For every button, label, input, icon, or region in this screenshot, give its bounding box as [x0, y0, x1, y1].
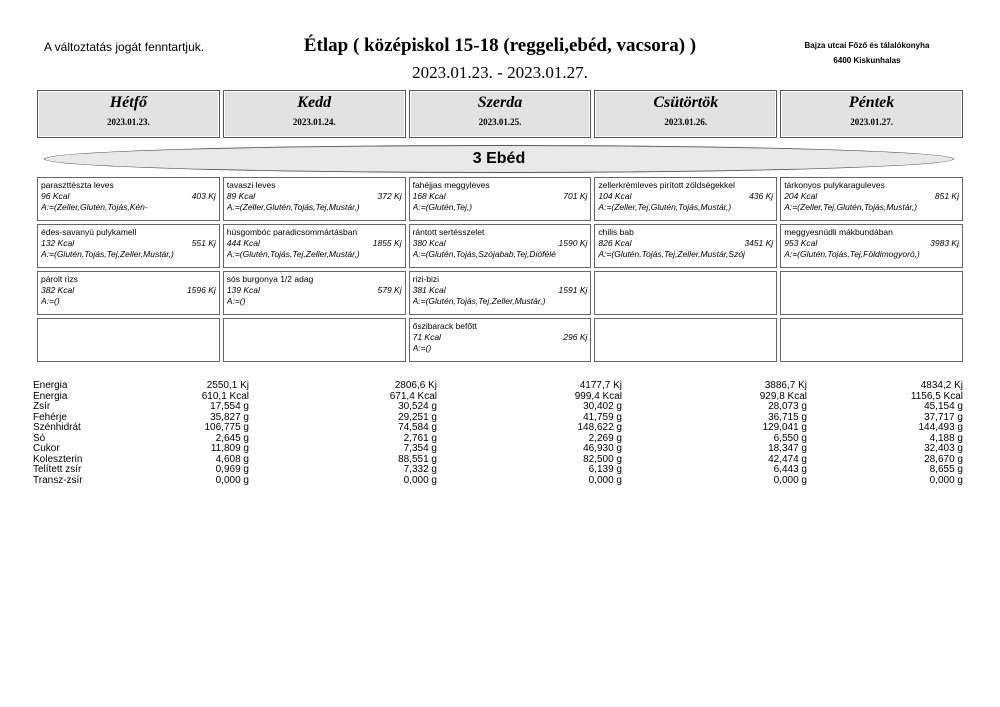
nutrition-row — [33, 413, 963, 424]
dish-name: rántott sertésszelet — [412, 227, 485, 237]
nutrient-value: 671,4 Kcal — [389, 390, 437, 402]
date-range: 2023.01.23. - 2023.01.27. — [412, 63, 588, 82]
dish-name: párolt rizs — [41, 274, 78, 284]
nutrient-value: 37,717 g — [924, 411, 963, 423]
energy-row — [227, 238, 402, 249]
kj-value: 403 Kj — [191, 191, 216, 201]
kj-value: 372 Kj — [377, 191, 402, 201]
nutrient-value: 0,000 g — [929, 474, 963, 486]
nutrient-value: 30,402 g — [583, 401, 622, 412]
menu-cell — [409, 224, 592, 268]
dish-name: chilis bab — [598, 227, 634, 237]
nutrient-value: 148,622 g — [577, 422, 622, 433]
allergen-list: A:=(Glutén,Tej,) — [412, 202, 473, 212]
kitchen-info — [772, 38, 962, 68]
dish-name: tavaszi leves — [226, 180, 276, 190]
menu-cell — [594, 224, 777, 268]
nutrient-label: Koleszterin — [33, 453, 83, 465]
day-name: Hétfő — [109, 94, 148, 111]
nutrient-value: 42,474 g — [768, 453, 807, 465]
allergen-list: A:=(Glutén,Tojás,Szójabab,Tej,Diófélé — [412, 249, 556, 259]
menu-cell — [37, 318, 220, 362]
nutrition-row — [33, 392, 963, 403]
nutrient-value: 2806,6 Kj — [394, 380, 437, 391]
energy-row — [227, 191, 402, 202]
kcal-value: 380 Kcal — [412, 238, 446, 248]
nutrient-value: 999,4 Kcal — [574, 390, 622, 402]
dish-name: tárkonyos pulykaraguleves — [784, 180, 885, 190]
allergen-list: A:=(Glutén,Tojás,Tej,Zeller,Mustár,) — [226, 249, 360, 259]
kcal-value: 444 Kcal — [226, 238, 260, 248]
day-header-tuesday — [223, 90, 406, 138]
nutrient-label: Fehérje — [33, 411, 67, 423]
nutrient-value: 30,524 g — [398, 401, 437, 412]
nutrient-value: 6,550 g — [773, 432, 807, 444]
menu-cell — [594, 271, 777, 315]
allergen-list: A:=(Glutén,Tojás,Tej,Zeller,Mustár,Szój — [598, 249, 745, 259]
day-header-friday — [780, 90, 963, 138]
nutrition-row — [33, 444, 963, 455]
nutrient-value: 4834,2 Kj — [920, 380, 963, 391]
kcal-value: 381 Kcal — [412, 285, 446, 295]
day-header-row — [37, 90, 963, 138]
nutrient-value: 2,269 g — [588, 432, 622, 444]
menu-grid — [37, 177, 963, 362]
menu-cell — [223, 177, 406, 221]
nutrient-value: 28,670 g — [924, 453, 963, 465]
nutrient-label: Energia — [33, 390, 68, 402]
day-name: Péntek — [848, 94, 895, 111]
energy-row — [598, 191, 773, 202]
nutrient-value: 0,000 g — [588, 474, 622, 486]
nutrient-value: 4,608 g — [215, 453, 249, 465]
nutrient-value: 4177,7 Kj — [579, 380, 622, 391]
allergen-list: A:=(Zeller,Glutén,Tojás,Kén- — [41, 202, 148, 212]
nutrient-value: 106,775 g — [204, 422, 249, 433]
day-date: 2023.01.26. — [664, 117, 708, 127]
menu-cell — [37, 177, 220, 221]
nutrient-value: 46,930 g — [583, 443, 622, 454]
allergen-list: A:=(Glutén,Tojás,Tej,Zeller,Mustár,) — [41, 249, 174, 259]
menu-cell — [223, 318, 406, 362]
allergen-list: A:=(Zeller,Tej,Glutén,Tojás,Mustár,) — [598, 202, 732, 212]
energy-row — [413, 332, 588, 343]
nutrient-value: 144,493 g — [918, 422, 963, 433]
day-date: 2023.01.25. — [478, 117, 522, 127]
nutrient-label: Zsír — [33, 401, 51, 412]
nutrition-row — [33, 402, 963, 413]
allergen-list: A:=() — [41, 296, 60, 306]
kj-value: 1855 Kj — [372, 238, 402, 248]
kcal-value: 826 Kcal — [598, 238, 632, 248]
kcal-value: 104 Kcal — [598, 191, 632, 201]
nutrient-value: 82,500 g — [583, 453, 622, 465]
kcal-value: 204 Kcal — [784, 191, 818, 201]
nutrient-label: Szénhidrát — [33, 422, 81, 433]
nutrition-row — [33, 423, 963, 434]
dish-name: őszibarack befőtt — [412, 321, 477, 331]
kcal-value: 132 Kcal — [41, 238, 75, 248]
menu-cell — [780, 318, 963, 362]
kitchen-address: 6400 Kiskunhalas — [833, 56, 901, 65]
kcal-value: 89 Kcal — [226, 191, 256, 201]
kcal-value: 382 Kcal — [41, 285, 75, 295]
nutrient-value: 74,584 g — [398, 422, 437, 433]
menu-cell — [594, 177, 777, 221]
day-date: 2023.01.24. — [292, 117, 336, 127]
day-date: 2023.01.27. — [850, 117, 893, 127]
energy-row — [413, 191, 588, 202]
energy-row — [784, 191, 959, 202]
allergen-list: A:=(Zeller,Glutén,Tojás,Tej,Mustár,) — [226, 202, 360, 212]
menu-cell — [223, 271, 406, 315]
day-header-wednesday — [409, 90, 592, 138]
nutrition-row — [33, 476, 963, 487]
nutrient-value: 0,000 g — [773, 474, 807, 486]
nutrition-row — [33, 434, 963, 445]
kcal-value: 139 Kcal — [226, 285, 260, 295]
nutrient-value: 2,645 g — [215, 432, 249, 444]
day-name: Csütörtök — [653, 94, 719, 111]
kj-value: 1591 Kj — [558, 285, 588, 295]
nutrient-label: Só — [33, 432, 46, 444]
page-title: Étlap ( középiskol 15-18 (reggeli,ebéd, vacsora) ) — [303, 35, 697, 56]
nutrient-value: 28,073 g — [768, 401, 807, 412]
menu-cell — [409, 271, 592, 315]
kj-value: 3451 Kj — [744, 238, 774, 248]
kj-value: 436 Kj — [749, 191, 774, 201]
allergen-list: A:=(Glutén,Tojás,Tej,Földimogyoró,) — [784, 249, 920, 259]
nutrient-value: 32,403 g — [924, 443, 963, 454]
dish-name: húsgombóc paradicsommártásban — [226, 227, 358, 237]
kj-value: 579 Kj — [377, 285, 402, 295]
menu-cell — [780, 271, 963, 315]
energy-row — [41, 191, 216, 202]
nutrient-value: 2550,1 Kj — [206, 380, 249, 391]
nutrient-value: 88,551 g — [398, 453, 437, 465]
menu-cell — [780, 224, 963, 268]
kcal-value: 96 Kcal — [41, 191, 70, 201]
kcal-value: 71 Kcal — [412, 332, 441, 342]
nutrient-value: 6,443 g — [773, 464, 807, 475]
energy-row — [413, 285, 588, 296]
nutrition-row — [33, 465, 963, 476]
kcal-value: 168 Kcal — [412, 191, 446, 201]
nutrient-value: 610,1 Kcal — [201, 390, 249, 402]
nutrient-value: 18,347 g — [768, 443, 807, 454]
menu-cell — [594, 318, 777, 362]
menu-cell — [223, 224, 406, 268]
nutrient-value: 41,759 g — [583, 411, 622, 423]
menu-cell — [37, 271, 220, 315]
nutrient-value: 929,8 Kcal — [759, 390, 807, 402]
kj-value: 551 Kj — [191, 238, 216, 248]
day-name: Kedd — [297, 94, 332, 111]
day-date: 2023.01.23. — [107, 117, 150, 127]
menu-cell — [780, 177, 963, 221]
menu-cell — [409, 177, 592, 221]
kj-value: 851 Kj — [934, 191, 959, 201]
nutrient-value: 11,809 g — [210, 443, 249, 454]
nutrient-value: 129,041 g — [762, 422, 807, 433]
nutrient-value: 0,969 g — [215, 464, 249, 475]
energy-row — [784, 238, 959, 249]
nutrient-value: 7,332 g — [403, 464, 437, 475]
energy-row — [41, 285, 216, 296]
nutrient-value: 1156,5 Kcal — [910, 390, 963, 402]
kj-value: 701 Kj — [563, 191, 588, 201]
nutrient-value: 29,251 g — [398, 411, 437, 423]
menu-cell — [409, 318, 592, 362]
energy-row — [598, 238, 773, 249]
dish-name: fahéjjas meggyleves — [412, 180, 490, 190]
kj-value: 296 Kj — [563, 332, 588, 342]
energy-row — [41, 238, 216, 249]
nutrient-value: 8,655 g — [929, 464, 963, 475]
allergen-list: A:=() — [226, 296, 246, 306]
dish-name: zellerkrémleves pirított zöldségekkel — [598, 180, 735, 190]
allergen-list: A:=(Glutén,Tojás,Tej,Zeller,Mustár,) — [412, 296, 546, 306]
dish-name: édes-savanyú pulykamell — [41, 227, 137, 237]
nutrient-value: 17,554 g — [210, 401, 249, 412]
dish-name: sós burgonya 1/2 adag — [226, 274, 314, 284]
nutrient-label: Energia — [33, 380, 68, 391]
dish-name: rizi-bizi — [412, 274, 440, 284]
kcal-value: 953 Kcal — [784, 238, 818, 248]
nutrient-value: 4,188 g — [929, 432, 963, 444]
energy-row — [227, 285, 402, 296]
nutrient-label: Cukor — [33, 443, 60, 454]
nutrient-value: 2,761 g — [403, 432, 437, 444]
kj-value: 1596 Kj — [186, 285, 216, 295]
kitchen-name: Bajza utcai Főző és tálalókonyha — [804, 41, 930, 50]
nutrient-value: 0,000 g — [403, 474, 437, 486]
nutrient-value: 35,827 g — [210, 411, 249, 423]
day-name: Szerda — [477, 94, 523, 111]
nutrition-row — [33, 455, 963, 466]
menu-cell — [37, 224, 220, 268]
nutrient-value: 0,000 g — [215, 474, 249, 486]
nutrient-value: 36,715 g — [768, 411, 807, 423]
dish-name: meggyesnúdli mákbundában — [784, 227, 893, 237]
dish-name: paraszttészta leves — [41, 180, 114, 190]
nutrient-label: Telített zsír — [33, 464, 82, 475]
allergen-list: A:=(Zeller,Tej,Glutén,Tojás,Mustár,) — [784, 202, 918, 212]
nutrient-value: 3886,7 Kj — [764, 380, 807, 391]
nutrition-row — [33, 381, 963, 392]
nutrient-label: Transz-zsír — [33, 474, 83, 486]
nutrient-value: 6,139 g — [588, 464, 622, 475]
kj-value: 1590 Kj — [558, 238, 588, 248]
meal-section-title: 3 Ebéd — [44, 145, 954, 173]
disclaimer-notice: A változtatás jogát fenntartjuk. — [44, 40, 205, 54]
allergen-list: A:=() — [412, 343, 432, 353]
nutrition-table — [33, 381, 963, 486]
energy-row — [413, 238, 588, 249]
nutrient-value: 45,154 g — [924, 401, 963, 412]
nutrient-value: 7,354 g — [403, 443, 437, 454]
day-header-monday — [37, 90, 220, 138]
kj-value: 3983 Kj — [930, 238, 959, 248]
day-header-thursday — [594, 90, 777, 138]
